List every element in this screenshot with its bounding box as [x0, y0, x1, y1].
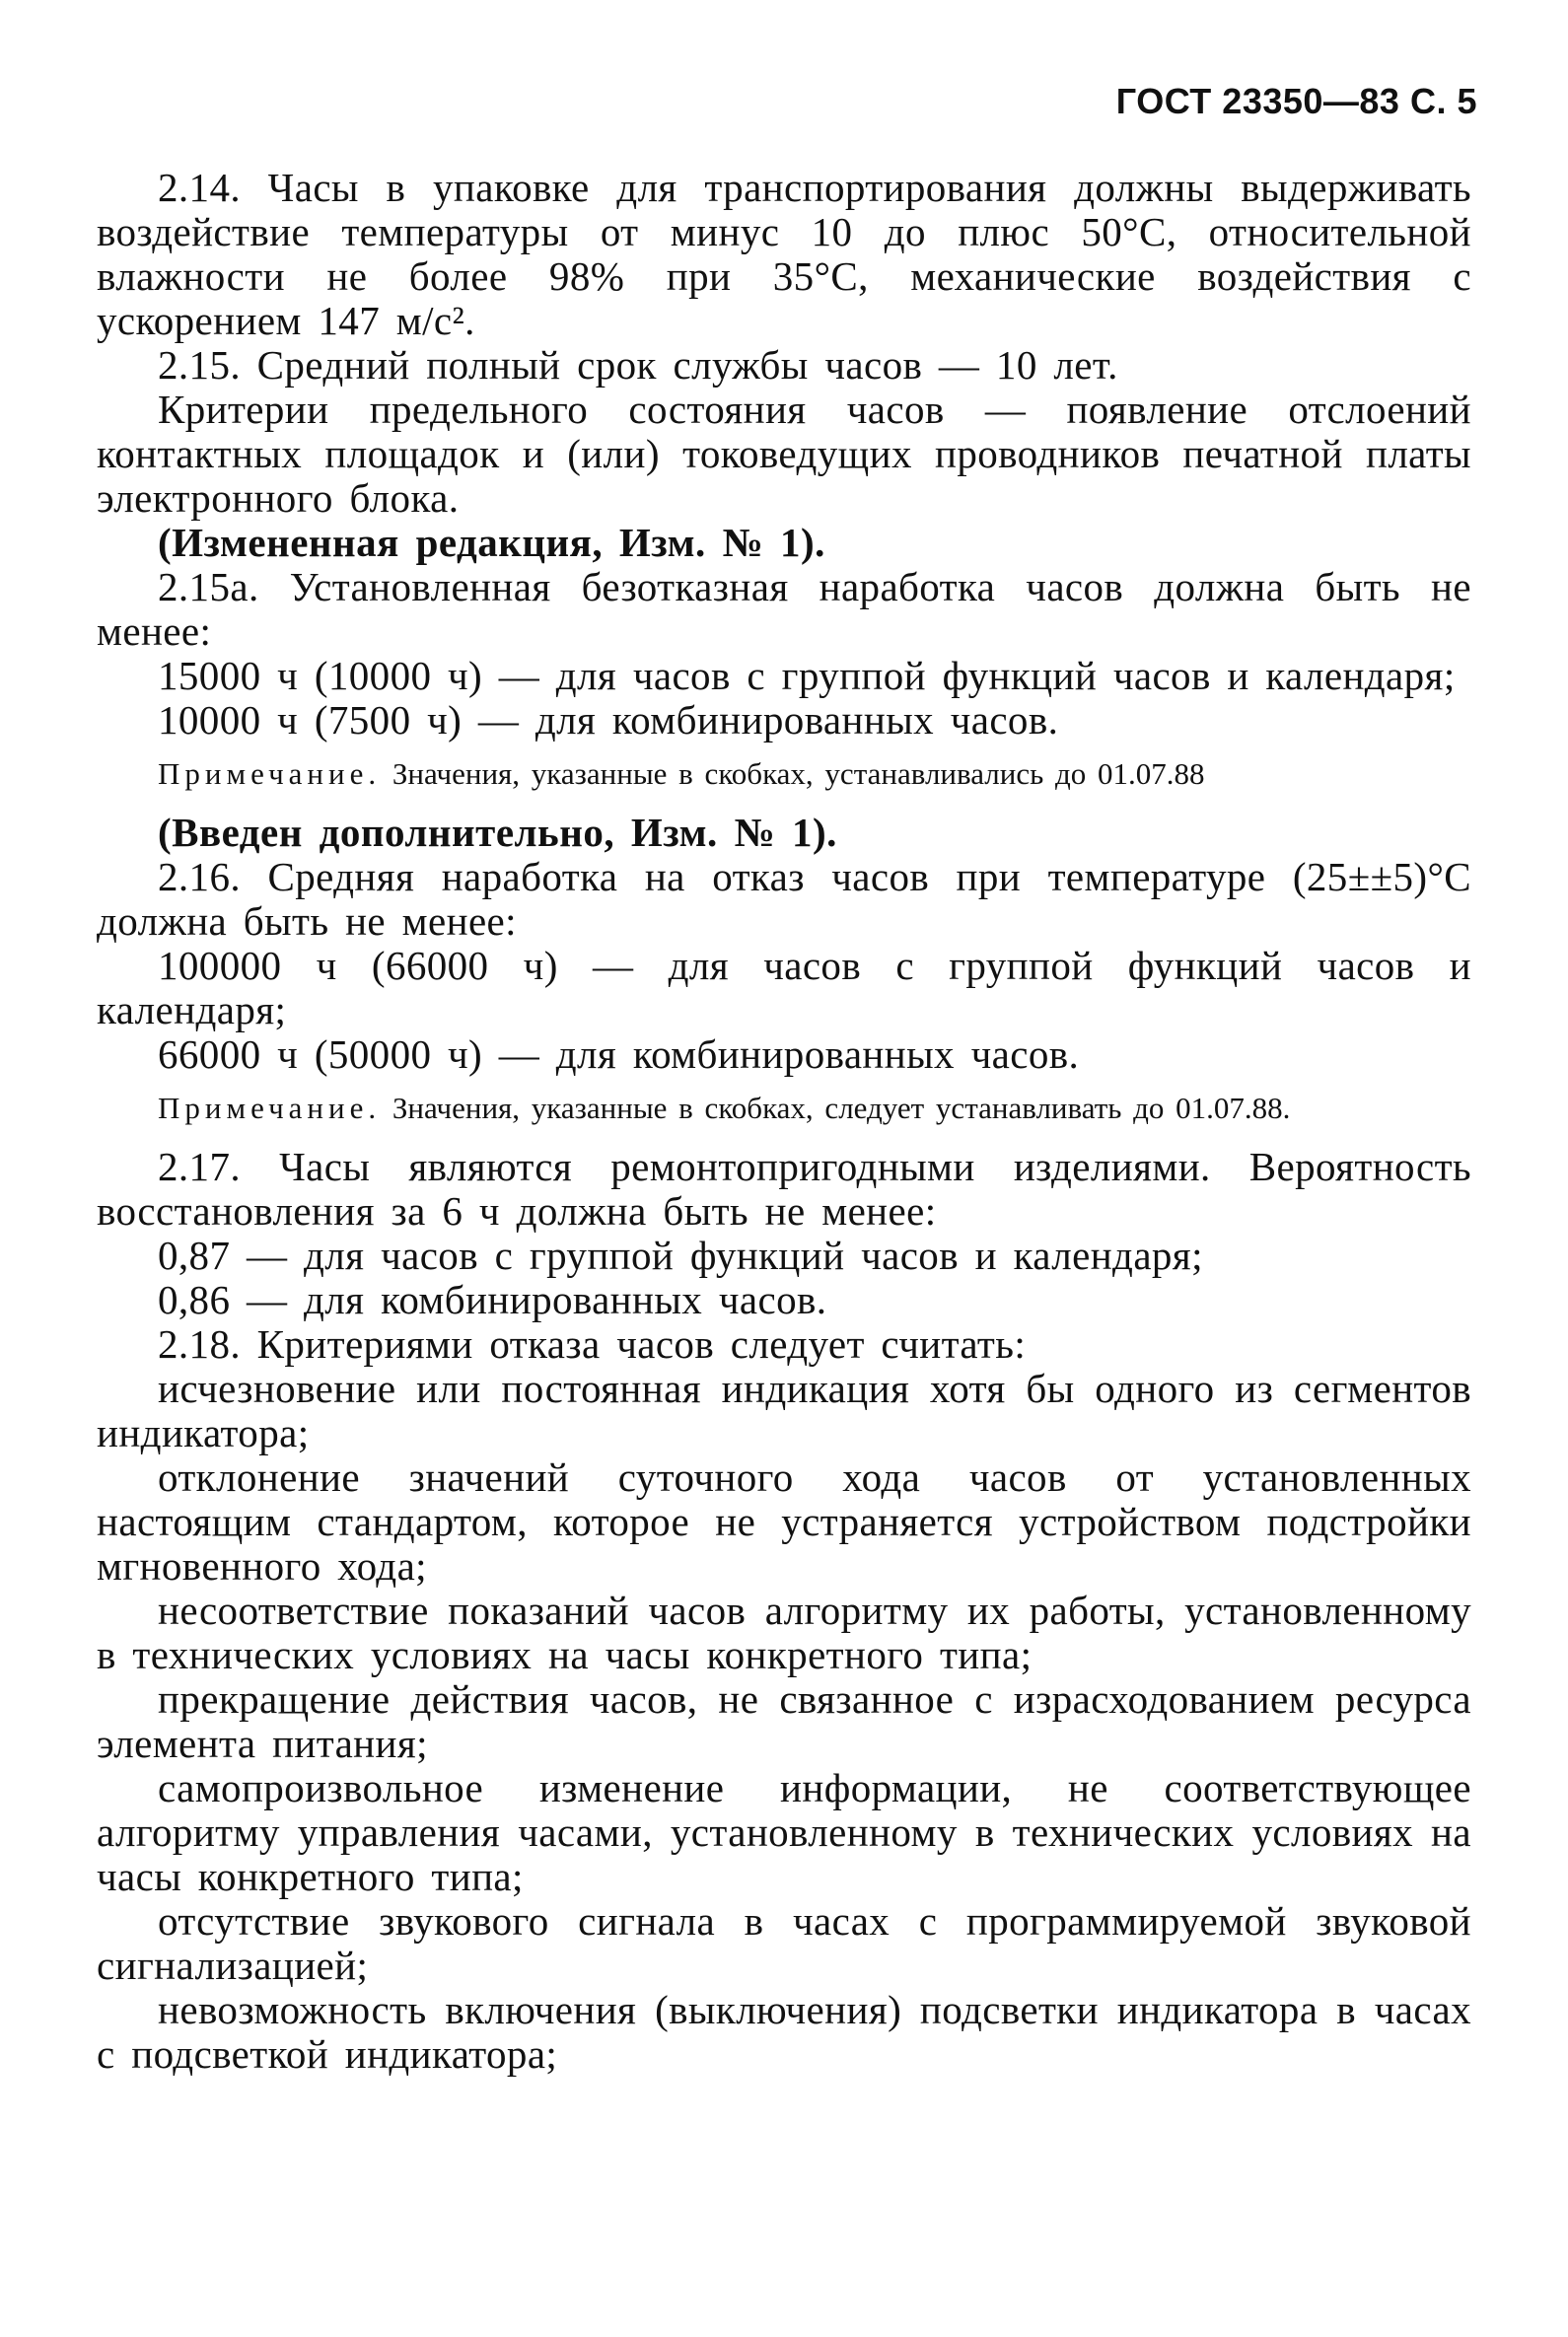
note-2 [97, 1089, 1471, 1127]
clause-2-17-item-2: 0,86 — для комбинированных часов. [158, 1277, 827, 1322]
clause-2-16-item-2: 66000 ч (50000 ч) — для комбинированных часов. [158, 1031, 1080, 1077]
clause-2-14: 2.14. Часы в упаковке для транспортирования должны выдерживать воздействие температуры от минус 10 до плюс 50°С, относительной влажности не более 98% при 35°С, механические воздействия с ускорением 147 м/с². [97, 165, 1471, 343]
failure-criterion-5: самопроизвольное изменение информации, не соответствующее алгоритму управления часами, установленному в технических условиях на часы конкретного типа; [97, 1765, 1471, 1899]
clause-2-15a-item-2: 10000 ч (7500 ч) — для комбинированных часов. [158, 697, 1059, 743]
note-1-label: Примечание. [158, 756, 382, 791]
note-2-label: Примечание. [158, 1091, 382, 1125]
failure-criterion-7: невозможность включения (выключения) подсветки индикатора в часах с подсветкой индикатора; [97, 1987, 1471, 2077]
clause-2-16: 2.16. Средняя наработка на отказ часов при температуре (25±±5)°С должна быть не менее: [97, 854, 1471, 944]
page-header [1116, 81, 1477, 122]
failure-criterion-1: исчезновение или постоянная индикация хотя бы одного из сегментов индикатора; [97, 1366, 1471, 1455]
clause-2-17-item-1: 0,87 — для часов с группой функций часов и календаря; [158, 1233, 1203, 1278]
clause-2-15: 2.15. Средний полный срок службы часов — 10 лет. [158, 342, 1118, 388]
note-2-text: Значения, указанные в скобках, следует устанавливать до 01.07.88. [392, 1091, 1291, 1125]
failure-criterion-4: прекращение действия часов, не связанное с израсходованием ресурса элемента питания; [97, 1676, 1471, 1766]
failure-criterion-2: отклонение значений суточного хода часов от установленных настоящим стандартом, которое не устраняется устройством подстройки мгновенного хода; [97, 1454, 1471, 1589]
document-body [97, 166, 1471, 2077]
failure-criterion-6: отсутствие звукового сигнала в часах с программируемой звуковой сигнализацией; [97, 1898, 1471, 1988]
clause-2-18: 2.18. Критериями отказа часов следует считать: [158, 1321, 1027, 1367]
note-1 [97, 754, 1471, 793]
amendment-note-1: (Измененная редакция, Изм. № 1). [158, 520, 825, 565]
clause-2-17: 2.17. Часы являются ремонтопригодными изделиями. Вероятность восстановления за 6 ч должна быть не менее: [97, 1144, 1471, 1234]
standard-number: ГОСТ 23350—83 [1115, 81, 1400, 121]
clause-2-15a: 2.15а. Установленная безотказная наработка часов должна быть не менее: [97, 564, 1471, 654]
clause-2-16-item-1: 100000 ч (66000 ч) — для часов с группой функций часов и календаря; [97, 943, 1471, 1032]
clause-2-15a-item-1: 15000 ч (10000 ч) — для часов с группой функций часов и календаря; [158, 653, 1456, 698]
clause-2-15-criteria: Критерии предельного состояния часов — появление отслоений контактных площадок и (или) токоведущих проводников печатной платы электронного блока. [97, 387, 1471, 521]
amendment-note-2: (Введен дополнительно, Изм. № 1). [158, 810, 837, 855]
failure-criterion-3: несоответствие показаний часов алгоритму их работы, установленному в технических условиях на часы конкретного типа; [97, 1588, 1471, 1677]
note-1-text: Значения, указанные в скобках, устанавливались до 01.07.88 [392, 756, 1205, 791]
page-number: С. 5 [1409, 81, 1477, 121]
